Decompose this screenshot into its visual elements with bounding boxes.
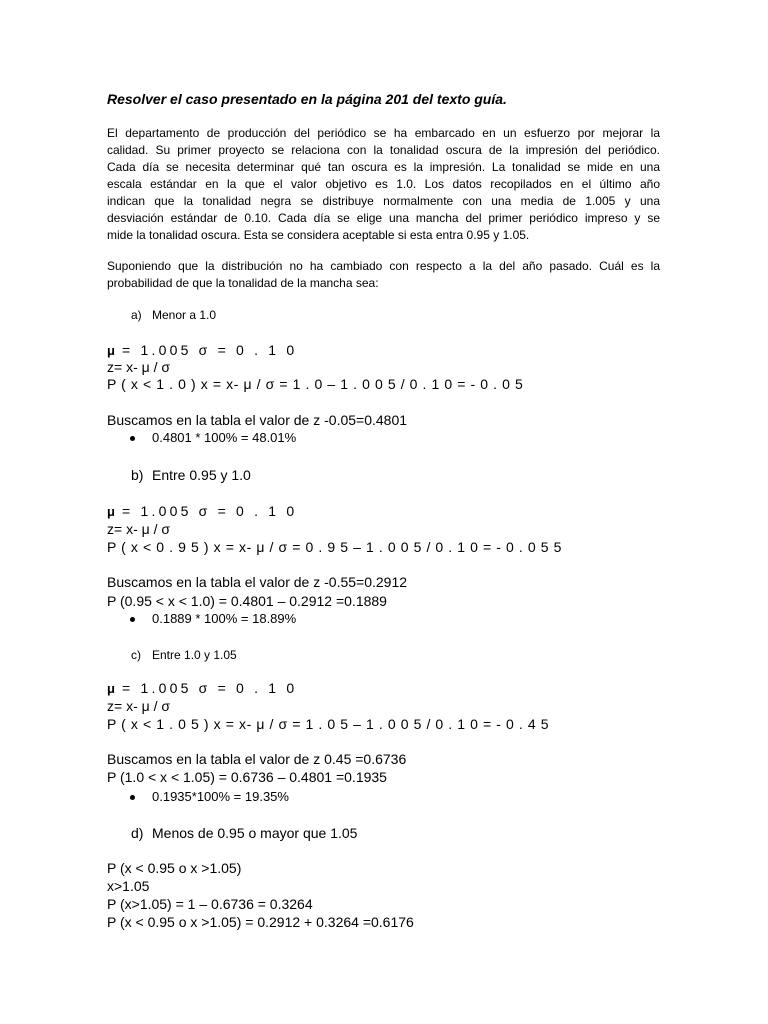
mu-symbol: μ <box>107 343 115 358</box>
section-b-mu-line <box>107 503 297 519</box>
paragraph-line: indican que la tonalidad negra se distribuye normalmente con una media de 1.005 y una <box>107 194 660 208</box>
paragraph-line: desviación estándar de 0.10. Cada día se elige una mancha del primer periódico impreso y se <box>107 211 660 225</box>
section-c-label: Entre 1.0 y 1.05 <box>152 648 237 662</box>
section-c-buscamos: Buscamos en la tabla el valor de z 0.45 =0.6736 <box>107 751 407 767</box>
mu-symbol: μ <box>107 681 115 696</box>
mu-value: = 1.005 σ = 0 . 1 0 <box>114 342 298 358</box>
section-c-p-line: P ( x < 1 . 0 5 ) x = x- μ / σ = 1 . 0 5 – 1 . 0 0 5 / 0 . 1 0 = - 0 . 4 5 <box>107 716 550 732</box>
intro-paragraph <box>107 125 660 244</box>
section-d-label: Menos de 0.95 o mayor que 1.05 <box>152 825 358 841</box>
section-b-probability: P (0.95 < x < 1.0) = 0.4801 – 0.2912 =0.1889 <box>107 593 387 609</box>
section-a-buscamos: Buscamos en la tabla el valor de z -0.05=0.4801 <box>107 412 408 428</box>
section-d-line-2: x>1.05 <box>107 878 150 894</box>
section-d-marker: d) <box>131 825 144 841</box>
paragraph-line: calidad. Su primer proyecto se relaciona con la tonalidad oscura de la impresión del periódico. <box>107 143 660 157</box>
mu-value: = 1.005 σ = 0 . 1 0 <box>114 680 298 696</box>
bullet-icon <box>130 436 135 441</box>
section-c-result: 0.1935*100% = 19.35% <box>152 789 289 804</box>
mu-symbol: μ <box>107 504 115 519</box>
section-b-buscamos: Buscamos en la tabla el valor de z -0.55=0.2912 <box>107 574 408 590</box>
section-a-p-line: P ( x < 1 . 0 ) x = x- μ / σ = 1 . 0 – 1 . 0 0 5 / 0 . 1 0 = - 0 . 0 5 <box>107 376 524 392</box>
section-b-marker: b) <box>131 467 144 483</box>
section-a-result: 0.4801 * 100% = 48.01% <box>152 430 297 445</box>
section-b-z-formula: z= x- μ / σ <box>107 521 170 537</box>
section-c-heading <box>131 648 237 662</box>
section-d-line-3: P (x>1.05) = 1 – 0.6736 = 0.3264 <box>107 896 313 912</box>
section-a-marker: a) <box>131 308 142 322</box>
paragraph-line: escala estándar en la que el valor objetivo es 1.0. Los datos recopilados en el último año <box>107 177 660 191</box>
section-b-label: Entre 0.95 y 1.0 <box>152 467 251 483</box>
section-a-heading <box>131 308 217 322</box>
section-c-marker: c) <box>131 648 141 662</box>
section-b-result: 0.1889 * 100% = 18.89% <box>152 611 297 626</box>
section-d-line-4: P (x < 0.95 o x >1.05) = 0.2912 + 0.3264 =0.6176 <box>107 914 414 930</box>
paragraph-line: Suponiendo que la distribución no ha cambiado con respecto a la del año pasado. Cuál es la <box>107 259 660 273</box>
paragraph-line: El departamento de producción del periódico se ha embarcado en un esfuerzo por mejorar la <box>107 126 660 140</box>
section-c-z-formula: z= x- μ / σ <box>107 698 170 714</box>
section-a-label: Menor a 1.0 <box>152 308 217 322</box>
section-a-mu-line <box>107 342 297 358</box>
paragraph-line: Cada día se necesita determinar qué tan oscura es la impresión. La tonalidad se mide en una <box>107 160 660 174</box>
section-b-p-line: P ( x < 0 . 9 5 ) x = x- μ / σ = 0 . 9 5 – 1 . 0 0 5 / 0 . 1 0 = - 0 . 0 5 5 <box>107 539 563 555</box>
document-title: Resolver el caso presentado en la página 201 del texto guía. <box>107 91 507 107</box>
question-paragraph <box>107 258 660 292</box>
paragraph-line: mide la tonalidad oscura. Esta se considera aceptable si esta entra 0.95 y 1.05. <box>107 228 530 242</box>
section-c-probability: P (1.0 < x < 1.05) = 0.6736 – 0.4801 =0.1935 <box>107 769 387 785</box>
bullet-icon <box>130 617 135 622</box>
paragraph-line: probabilidad de que la tonalidad de la mancha sea: <box>107 276 379 290</box>
section-a-z-formula: z= x- μ / σ <box>107 359 170 375</box>
section-d-heading <box>131 825 358 841</box>
section-c-mu-line <box>107 680 297 696</box>
bullet-icon <box>130 795 135 800</box>
mu-value: = 1.005 σ = 0 . 1 0 <box>114 503 298 519</box>
section-d-line-1: P (x < 0.95 o x >1.05) <box>107 860 242 876</box>
section-b-heading <box>131 467 251 483</box>
